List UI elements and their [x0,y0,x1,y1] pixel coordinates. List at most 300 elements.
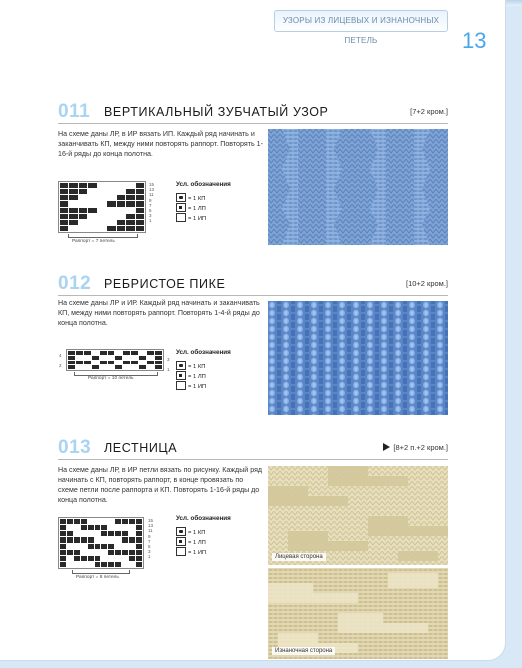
chart-cell [117,208,125,213]
chart-cell [81,519,87,524]
section-header [58,273,448,297]
section-header [58,101,448,125]
rapport-label: Раппорт = 7 петель [72,239,115,244]
chart-cell [79,201,87,206]
chart-cell [60,226,68,231]
row-number: 2 [59,363,62,368]
chart-cell [122,525,128,530]
chart-cell [122,556,128,561]
chart-cell [108,365,115,369]
row-number: 9 [148,533,151,539]
chart-cell [95,544,101,549]
chart-cell [108,544,114,549]
chart-cell [107,189,115,194]
chart-cell [84,356,91,360]
chart-cell [108,351,115,355]
chart-cell [123,361,130,365]
chart-cell [155,356,162,360]
chart-cell [136,183,144,188]
chart-cell [115,361,122,365]
chart-cell [126,208,134,213]
chart-cell [88,550,94,555]
section-number: 012 [58,273,92,294]
chart-cell [108,562,114,567]
chart-cell [136,544,142,549]
chart-cell [136,195,144,200]
chart-cell [60,537,66,542]
chart-cell [122,519,128,524]
chart-cell [88,531,94,536]
chart-cell [67,544,73,549]
section-number: 013 [58,437,92,458]
legend-item: = 1 КП [176,193,256,203]
chart-cell [84,361,91,365]
chart-cell [98,220,106,225]
chart-cell [155,361,162,365]
chart-cell [88,562,94,567]
row-number: 9 [149,197,152,203]
chart-cell [92,361,99,365]
chart-cell [126,195,134,200]
purl-stitch-symbol-icon [176,213,186,222]
chart-cell [79,214,87,219]
chart-cell [69,201,77,206]
edge-stitch-symbol-icon [176,193,186,202]
chart-cell [81,556,87,561]
knit-sample-photo [268,301,448,415]
legend [176,181,256,223]
chart-cell [60,220,68,225]
legend-item: = 1 ИП [176,547,256,557]
chart-cell [101,544,107,549]
chart-cell [88,544,94,549]
chart-cell [88,525,94,530]
chart-cell [108,519,114,524]
chart-cell [136,208,144,213]
chart-cell [108,361,115,365]
chart-cell [139,351,146,355]
chart-row-numbers [149,182,154,224]
chart-cell [136,550,142,555]
row-number: 11 [148,528,153,534]
row-number: 4 [59,353,62,358]
chart-cell [108,525,114,530]
chart-cell [126,226,134,231]
chart-cell [129,531,135,536]
chart-cell [81,525,87,530]
chart-row-numbers-left [59,351,62,371]
legend-item: = 1 ИП [176,381,256,391]
chart-cell [147,365,154,369]
chart-cell [60,208,68,213]
chart-cell [95,519,101,524]
chart-cell [107,201,115,206]
chart-cell [60,214,68,219]
chart-cell [115,365,122,369]
chart-cell [69,208,77,213]
chart-cell [69,183,77,188]
chart-cell [81,562,87,567]
chart-cell [68,356,75,360]
chart-cell [108,531,114,536]
section-title: РЕБРИСТОЕ ПИКЕ [104,277,226,291]
chart-cell [88,189,96,194]
chart-cell [115,544,121,549]
chart-cell [107,195,115,200]
rapport-label: Раппорт = 8 петель [76,575,119,580]
chart-cell [117,214,125,219]
chart-cell [136,531,142,536]
section-title: ЛЕСТНИЦА [104,441,178,455]
page-number: 13 [462,28,487,53]
chart-cell [74,519,80,524]
legend [176,515,256,557]
chart-cell [136,226,144,231]
chart-cell [95,537,101,542]
chart-cell [136,562,142,567]
chart-cell [139,365,146,369]
chart-cell [79,195,87,200]
chart-cell [101,531,107,536]
chart-cell [81,550,87,555]
chart-cell [67,519,73,524]
chart-cell [129,562,135,567]
chart-cell [122,537,128,542]
arrow-right-icon [383,443,390,451]
chart-cell [74,531,80,536]
chart-cell [98,183,106,188]
section-number: 011 [58,101,91,122]
chart-cell [98,201,106,206]
chart-cell [60,550,66,555]
chart-cell [74,525,80,530]
chart-cell [117,195,125,200]
chart-cell [88,195,96,200]
pattern-description: На схеме даны ЛР, в ИР вязать ИП. Каждый ряд начинать и заканчивать КП, между ними повторять раппорт. Повторять 1-16-й ряды до конца полотна. [58,130,263,158]
chart-cell [131,351,138,355]
knitting-chart [58,181,146,233]
chart-cell [69,214,77,219]
knitting-chart [66,349,164,371]
chart-cell [69,189,77,194]
chart-cell [155,351,162,355]
chart-cell [76,356,83,360]
knit-sample-photo-back [268,568,448,659]
chart-cell [101,550,107,555]
chart-cell [122,562,128,567]
repeat-formula: [7+2 кром.] [410,107,448,116]
chart-cell [129,556,135,561]
chart-cell [126,189,134,194]
chart-cell [107,183,115,188]
knit-stitch-symbol-icon [176,371,186,380]
chart-cell [107,226,115,231]
chart-cell [123,365,130,369]
rapport-bracket [72,570,130,574]
chart-cell [108,556,114,561]
chart-cell [136,189,144,194]
chart-cell [98,226,106,231]
chart-cell [115,562,121,567]
chart-cell [81,544,87,549]
row-number: 3 [167,357,170,362]
chart-cell [81,531,87,536]
chart-cell [122,550,128,555]
row-number: 15 [149,182,155,187]
chart-cell [67,550,73,555]
chart-cell [95,531,101,536]
chart-cell [115,525,121,530]
header-rule [58,123,448,124]
chart-cell [136,556,142,561]
chart-cell [122,531,128,536]
chart-cell [108,550,114,555]
pattern-012 [58,273,448,423]
chart-cell [136,214,144,219]
section-header [58,437,448,461]
chart-cell [101,537,107,542]
row-number: 11 [149,192,154,198]
chart-cell [117,226,125,231]
chart-cell [79,226,87,231]
chart-cell [117,189,125,194]
legend-title: Усл. обозначения [176,515,231,522]
chart-cell [88,226,96,231]
knit-stitch-symbol-icon [176,537,186,546]
chart-cell [74,544,80,549]
row-number: 1 [148,554,151,560]
chart-cell [117,183,125,188]
chart-cell [76,351,83,355]
chart-cell [84,365,91,369]
chart-cell [108,356,115,360]
chart-cell [88,519,94,524]
chart-cell [92,365,99,369]
chart-cell [131,365,138,369]
row-number: 15 [148,518,154,523]
chart-cell [88,537,94,542]
chart-cell [79,208,87,213]
chart-cell [60,556,66,561]
chart-cell [88,214,96,219]
chart-cell [115,356,122,360]
chart-cell [60,562,66,567]
chart-cell [67,525,73,530]
chart-cell [88,201,96,206]
row-number: 3 [149,213,152,219]
knit-sample-photo [268,129,448,245]
chart-cell [126,201,134,206]
running-head: УЗОРЫ ИЗ ЛИЦЕВЫХ И ИЗНАНОЧНЫХ ПЕТЕЛЬ [274,10,448,32]
chart-cell [69,195,77,200]
chart-cell [98,195,106,200]
knitting-chart [58,517,144,569]
knit-sample-photo-front [268,466,448,565]
chart-row-numbers [148,518,153,560]
chart-cell [147,351,154,355]
chart-cell [98,214,106,219]
chart-cell [74,556,80,561]
chart-cell [79,220,87,225]
chart-cell [95,525,101,530]
chart-cell [67,562,73,567]
chart-cell [74,562,80,567]
repeat-formula: [10+2 кром.] [405,279,448,288]
chart-cell [79,189,87,194]
chart-cell [115,351,122,355]
row-number: 7 [148,538,151,544]
chart-cell [101,525,107,530]
chart-cell [76,361,83,365]
chart-cell [101,519,107,524]
purl-stitch-symbol-icon [176,547,186,556]
purl-stitch-symbol-icon [176,381,186,390]
chart-cell [117,201,125,206]
chart-cell [139,361,146,365]
chart-cell [68,365,75,369]
chart-cell [88,556,94,561]
chart-cell [122,544,128,549]
chart-cell [155,365,162,369]
chart-cell [131,356,138,360]
edge-stitch-symbol-icon [176,361,186,370]
chart-cell [67,531,73,536]
section-title: ВЕРТИКАЛЬНЫЙ ЗУБЧАТЫЙ УЗОР [104,105,329,119]
legend-item: = 1 КП [176,361,256,371]
chart-cell [60,525,66,530]
chart-cell [92,351,99,355]
chart-cell [60,183,68,188]
chart-cell [107,214,115,219]
legend-item: = 1 ЛП [176,371,256,381]
chart-cell [98,189,106,194]
chart-cell [136,525,142,530]
chart-cell [60,519,66,524]
chart-cell [136,519,142,524]
chart-cell [115,556,121,561]
chart-cell [129,525,135,530]
pattern-013 [58,437,448,657]
legend-item: = 1 ЛП [176,537,256,547]
chart-cell [115,519,121,524]
repeat-formula: [8+2 п.+2 кром.] [383,443,448,452]
chart-cell [126,220,134,225]
chart-cell [123,351,130,355]
chart-cell [101,562,107,567]
chart-cell [131,361,138,365]
legend-item: = 1 ЛП [176,203,256,213]
chart-cell [123,356,130,360]
chart-cell [117,220,125,225]
chart-cell [60,531,66,536]
row-number: 1 [149,218,152,224]
row-number: 5 [148,544,151,550]
chart-cell [95,562,101,567]
chart-cell [81,537,87,542]
chart-cell [88,220,96,225]
chart-cell [126,183,134,188]
chart-cell [92,356,99,360]
chart-cell [60,544,66,549]
pattern-011 [58,101,448,251]
chart-cell [67,556,73,561]
edge-stitch-symbol-icon [176,527,186,536]
chart-cell [129,519,135,524]
chart-cell [147,356,154,360]
chart-cell [136,537,142,542]
chart-cell [100,356,107,360]
chart-cell [60,201,68,206]
pattern-description: На схеме даны ЛР, в ИР петли вязать по рисунку. Каждый ряд начинать с КП, повторять раппорт, в конце провязать по схеме петли после раппорта и КП. Повторять 1-16-й ряды до конца полотна. [58,466,263,504]
chart-cell [60,195,68,200]
chart-cell [68,351,75,355]
chart-cell [100,365,107,369]
front-side-texture [268,466,448,565]
row-number: 13 [149,187,155,193]
chart-cell [139,356,146,360]
legend [176,349,256,391]
chart-cell [95,556,101,561]
chart-cell [88,208,96,213]
chart-cell [100,361,107,365]
chart-cell [107,208,115,213]
chart-cell [79,183,87,188]
chart-cell [68,361,75,365]
chart-cell [129,537,135,542]
row-number: 3 [148,549,151,555]
chart-cell [129,544,135,549]
chart-cell [101,556,107,561]
back-side-texture [268,568,448,659]
chart-cell [60,189,68,194]
photo-caption: Изнаночная сторона [272,647,335,655]
chart-cell [126,214,134,219]
chart-cell [69,220,77,225]
legend-item: = 1 КП [176,527,256,537]
chart-cell [74,537,80,542]
legend-title: Усл. обозначения [176,181,231,188]
row-number: 5 [149,208,152,214]
knit-stitch-symbol-icon [176,203,186,212]
chart-cell [115,537,121,542]
chart-cell [84,351,91,355]
chart-cell [69,226,77,231]
chart-cell [147,361,154,365]
pattern-description: На схеме даны ЛР и ИР. Каждый ряд начинать и заканчивать КП, между ними повторять раппорт. Повторять 1-4-й ряды до конца полотна. [58,299,260,327]
chart-cell [115,550,121,555]
chart-cell [107,220,115,225]
chart-cell [108,537,114,542]
chart-cell [88,183,96,188]
rapport-label: Раппорт = 10 петель [88,376,134,381]
chart-cell [74,550,80,555]
header-rule [58,459,448,460]
legend-item: = 1 ИП [176,213,256,223]
chart-row-numbers-right [167,355,170,375]
chart-cell [95,550,101,555]
header-rule [58,295,448,296]
row-number: 1 [167,367,170,372]
chart-cell [98,208,106,213]
chart-cell [115,531,121,536]
chart-cell [76,365,83,369]
photo-caption: Лицевая сторона [272,553,326,561]
rapport-bracket [68,234,138,238]
chart-cell [129,550,135,555]
chart-cell [136,201,144,206]
legend-title: Усл. обозначения [176,349,231,356]
chart-cell [67,537,73,542]
